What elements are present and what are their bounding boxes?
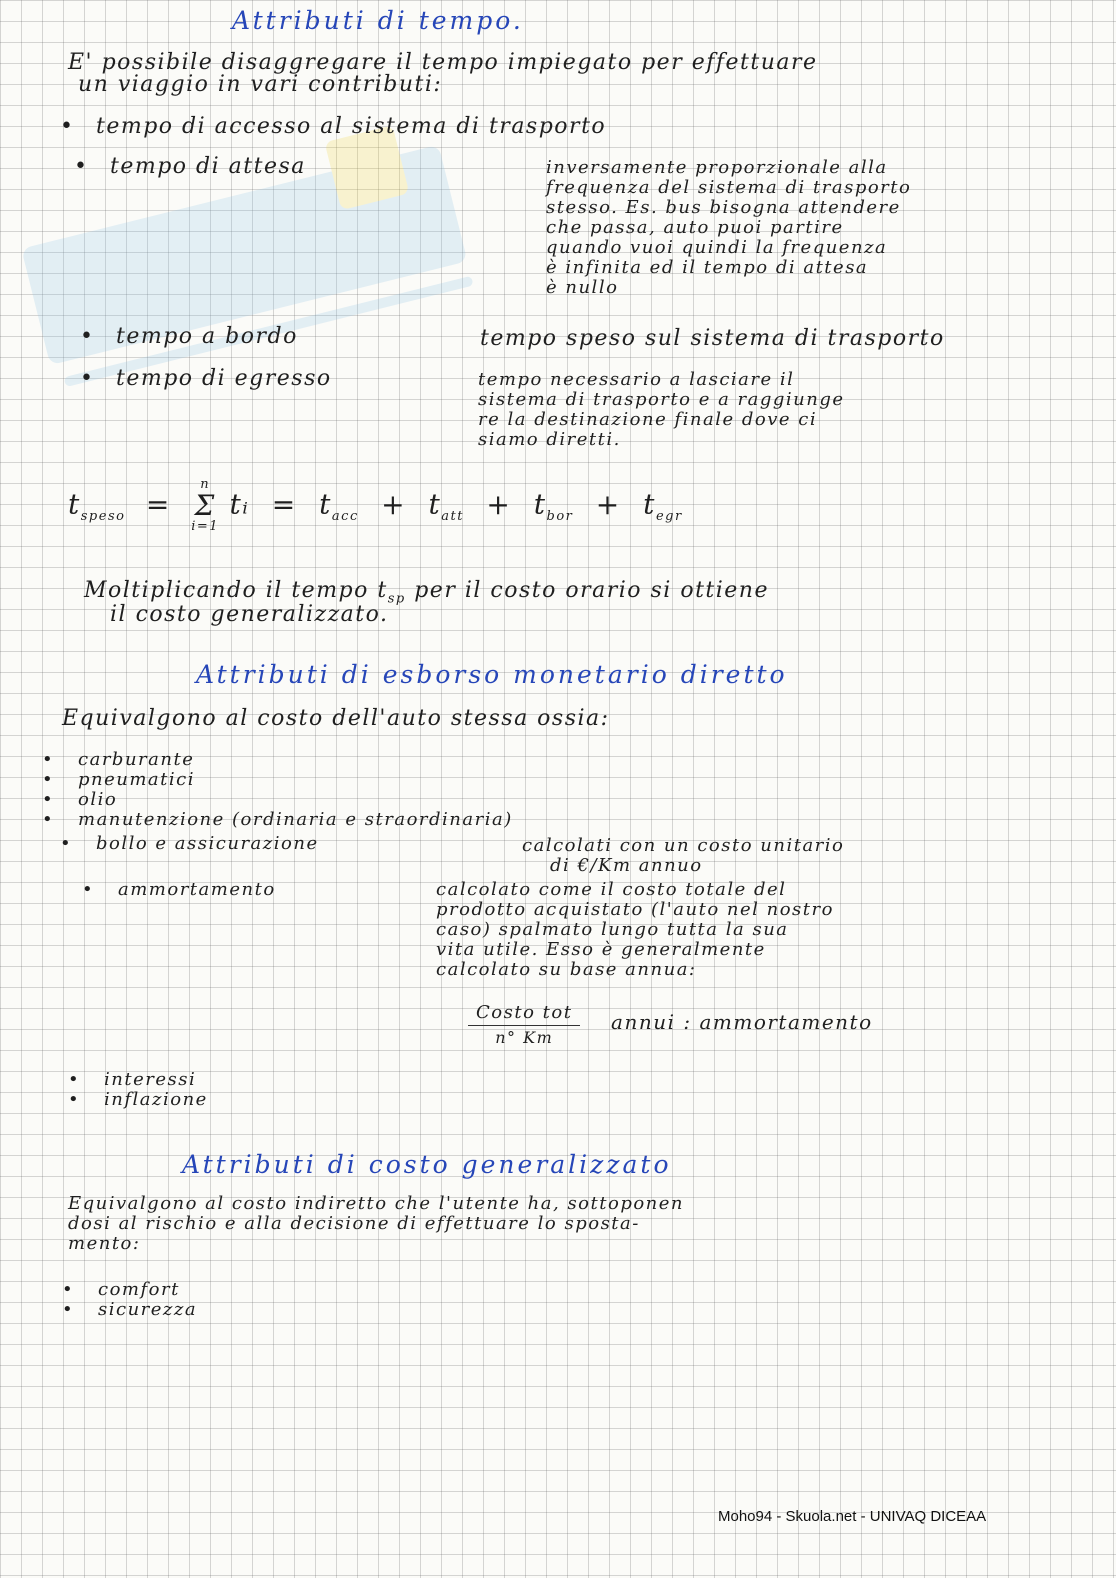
desc-line: stesso. Es. bus bisogna attendere [546,197,901,218]
desc-line: calcolato come il costo totale del [436,879,787,900]
formula-lhs-sub: speso [80,509,126,525]
section-title-costo-generalizzato: Attributi di costo generalizzato [182,1150,672,1179]
formula-sum: n Σ i=1 [191,477,220,534]
outro-sub: sp [387,591,406,607]
fraction-after: annui : ammortamento [611,1010,873,1034]
desc-line: re la destinazione finale dove ci [478,409,818,430]
desc-line: è infinita ed il tempo di attesa [546,257,869,278]
footer-credit: Moho94 - Skuola.net - UNIVAQ DICEAA [718,1508,987,1525]
desc-line: prodotto acquistato (l'auto nel nostro [436,899,834,920]
list-item-manutenzione: • manutenzione (ordinaria e straordinaria) [78,810,513,830]
desc-line: inversamente proporzionale alla [546,157,888,178]
sec2-list2 [104,1070,208,1110]
term-egr: t [643,487,656,521]
sec1-item-attesa: • tempo di attesa [110,156,306,178]
fraction-denominator: n° Km [495,1028,554,1047]
sec2-item-bollo: • bollo e assicurazione [96,834,319,854]
sec2-list [78,750,513,830]
sec1-bordo-desc: tempo speso sul sistema di trasporto [480,326,945,351]
ammortamento-formula [468,1002,873,1047]
outro-text-a: Moltiplicando il tempo t [84,578,388,603]
desc-line: calcolato su base annua: [436,959,697,980]
formula-lhs: t [68,487,81,521]
sec1-attesa-desc [546,158,1086,298]
list-item-inflazione: • inflazione [104,1090,208,1110]
list-item-carburante: • carburante [78,750,513,770]
time-formula: $t_{speso}$ = n Σ i=1 tᵢ = $t_{acc} + t_{att} + t_{bor} + t_{egr}$ [68,477,683,534]
sec2-bollo-desc [522,836,844,876]
desc-line: frequenza del sistema di trasporto [546,177,912,198]
term-acc: t [319,487,332,521]
desc-line: sistema di trasporto e a raggiunge [478,389,845,410]
sec3-intro [68,1194,1078,1254]
desc-line: caso) spalmato lungo tutta la sua [436,919,789,940]
sec1-item-accesso: • tempo di accesso al sistema di trasporto [96,116,606,138]
sec1-outro-line2: il costo generalizzato. [110,602,389,627]
fraction [468,1002,580,1047]
desc-line: che passa, auto puoi partire [546,217,844,238]
sec1-item-bordo: • tempo a bordo [116,326,298,348]
desc-line: calcolati con un costo unitario [522,835,845,856]
section-title-tempo: Attributi di tempo. [232,6,524,35]
intro-line: mento: [68,1233,141,1254]
list-item-sicurezza: • sicurezza [98,1300,197,1320]
sum-term: tᵢ [229,487,250,521]
sec2-intro: Equivalgono al costo dell'auto stessa ossia: [62,706,610,731]
list-item-olio: • olio [78,790,513,810]
term-bor: t [533,487,547,521]
list-item-pneumatici: • pneumatici [78,770,513,790]
term-egr-sub: egr [655,509,683,525]
outro-text-b: per il costo orario si ottiene [414,578,769,603]
intro-line: dosi al rischio e alla decisione di effettuare lo sposta- [68,1213,640,1234]
desc-line: vita utile. Esso è generalmente [436,939,766,960]
desc-line: è nullo [546,277,619,298]
intro-line: Equivalgono al costo indiretto che l'utente ha, sottoponen [68,1193,685,1214]
term-bor-sub: bor [546,509,574,525]
sum-lower: i=1 [191,519,220,534]
desc-line: siamo diretti. [478,429,621,450]
list-item-comfort: • comfort [98,1280,197,1300]
sec1-egresso-desc [478,370,1068,450]
desc-line: tempo necessario a lasciare il [478,369,795,390]
sec2-ammort-desc [436,880,1076,980]
desc-line: quando vuoi quindi la frequenza [546,237,888,258]
term-acc-sub: acc [331,509,359,525]
sec3-list [98,1280,197,1320]
term-att-sub: att [441,509,464,525]
sum-upper: n [200,477,211,492]
sec1-intro-line1: E' possibile disaggregare il tempo impiegato per effettuare [68,50,818,75]
sec1-intro-line2: un viaggio in vari contributi: [78,72,443,97]
sec1-item-egresso: • tempo di egresso [116,368,332,390]
sec2-item-ammortamento: • ammortamento [118,880,276,900]
term-att: t [428,487,442,521]
section-title-esborso: Attributi di esborso monetario diretto [196,660,788,689]
fraction-numerator: Costo tot [468,1002,580,1026]
list-item-interessi: • interessi [104,1070,208,1090]
desc-line: di €/Km annuo [550,855,703,876]
